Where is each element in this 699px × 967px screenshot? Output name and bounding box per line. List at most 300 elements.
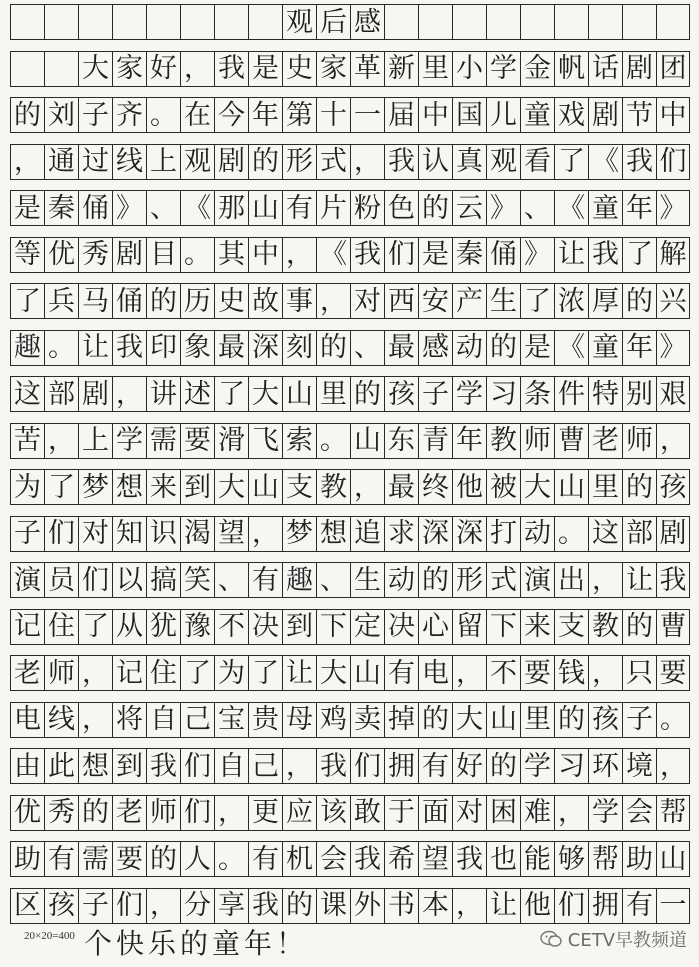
grid-cell: 境	[622, 748, 656, 784]
grid-cell: 后	[316, 4, 350, 40]
grid-cell: 通	[44, 144, 78, 180]
grid-cell: 由	[10, 748, 44, 784]
grid-cell: 从	[112, 609, 146, 645]
grid-cell: 要	[520, 655, 554, 691]
grid-cell: 山	[486, 702, 520, 738]
grid-cell: 有	[248, 562, 282, 598]
grid-cell: 帮	[588, 841, 622, 877]
grid-cell: 剧	[112, 237, 146, 273]
grid-cell: 里	[520, 702, 554, 738]
grid-cell: 们	[78, 562, 112, 598]
grid-cell: 俑	[486, 237, 520, 273]
text-row	[10, 655, 690, 691]
grid-cell: 了	[248, 655, 282, 691]
grid-cell: 齐	[112, 97, 146, 133]
grid-cell: 这	[588, 516, 622, 552]
grid-cell: 需	[78, 841, 112, 877]
grid-cell: 也	[486, 841, 520, 877]
grid-cell: 的	[622, 609, 656, 645]
grid-cell: 滑	[214, 423, 248, 459]
grid-cell: 的	[78, 795, 112, 831]
grid-cell: 心	[418, 609, 452, 645]
grid-cell: 今	[214, 97, 248, 133]
grid-cell: 的	[486, 748, 520, 784]
grid-cell: ，	[588, 655, 622, 691]
grid-cell: 们	[180, 748, 214, 784]
grid-cell: 厚	[588, 283, 622, 319]
grid-cell: 支	[554, 609, 588, 645]
grid-cell: 这	[10, 376, 44, 412]
grid-cell: 片	[316, 190, 350, 226]
grid-cell: 大	[78, 51, 112, 87]
grid-cell	[248, 4, 282, 40]
grid-cell: 出	[554, 562, 588, 598]
grid-cell: 的	[146, 283, 180, 319]
grid-cell: 不	[214, 609, 248, 645]
grid-cell: 索	[282, 423, 316, 459]
grid-cell: 的	[554, 702, 588, 738]
grid-cell: 环	[588, 748, 622, 784]
grid-cell: 助	[622, 841, 656, 877]
grid-cell: 搞	[146, 562, 180, 598]
grid-cell: 曹	[554, 423, 588, 459]
grid-cell: 住	[44, 609, 78, 645]
grid-cell: 《	[316, 237, 350, 273]
grid-cell: ，	[588, 562, 622, 598]
grid-cell: 。	[656, 702, 690, 738]
grid-cell: 师	[44, 655, 78, 691]
grid-cell: 家	[316, 51, 350, 87]
grid-cell: 子	[78, 888, 112, 924]
grid-cell: 区	[10, 888, 44, 924]
grid-cell	[10, 4, 44, 40]
grid-cell: 的	[350, 376, 384, 412]
grid-cell: 的	[146, 841, 180, 877]
grid-cell: 云	[452, 190, 486, 226]
grid-cell: 剧	[78, 376, 112, 412]
grid-cell: 西	[384, 283, 418, 319]
grid-cell: 留	[452, 609, 486, 645]
grid-cell: 们	[350, 748, 384, 784]
grid-cell: 定	[350, 609, 384, 645]
grid-cell: 的	[10, 97, 44, 133]
grid-cell: 教	[486, 423, 520, 459]
grid-cell: 、	[316, 562, 350, 598]
grid-cell: 一	[656, 888, 690, 924]
grid-cell: 是	[520, 330, 554, 366]
grid-cell: 敢	[350, 795, 384, 831]
grid-cell: 们	[44, 516, 78, 552]
grid-cell: 让	[622, 562, 656, 598]
grid-cell: 渴	[180, 516, 214, 552]
grid-cell: 山	[554, 469, 588, 505]
grid-cell: 印	[146, 330, 180, 366]
grid-cell: 动	[384, 562, 418, 598]
wechat-icon	[540, 930, 562, 948]
text-row	[10, 376, 690, 412]
writing-grid	[10, 0, 690, 967]
grid-cell: 中	[248, 237, 282, 273]
grid-cell: 拥	[384, 748, 418, 784]
grid-cell: 困	[486, 795, 520, 831]
grid-cell: 讲	[146, 376, 180, 412]
grid-cell	[10, 51, 44, 87]
grid-cell: 是	[10, 190, 44, 226]
grid-cell: 形	[282, 144, 316, 180]
grid-cell: 话	[588, 51, 622, 87]
text-row	[10, 330, 690, 366]
grid-cell: 》	[112, 190, 146, 226]
grid-cell: 俑	[112, 283, 146, 319]
grid-cell: 的	[418, 562, 452, 598]
grid-cell: 优	[44, 237, 78, 273]
grid-cell: 飞	[248, 423, 282, 459]
grid-spec: 20×20=400	[24, 930, 75, 942]
grid-cell: 好	[452, 748, 486, 784]
grid-cell: 山	[282, 376, 316, 412]
grid-cell: 追	[350, 516, 384, 552]
grid-cell: 享	[214, 888, 248, 924]
grid-cell: 面	[418, 795, 452, 831]
grid-cell: 我	[452, 841, 486, 877]
grid-cell: 自	[146, 702, 180, 738]
grid-cell: 、	[350, 330, 384, 366]
grid-cell: 己	[248, 748, 282, 784]
grid-cell: ，	[452, 655, 486, 691]
grid-cell: 秀	[44, 795, 78, 831]
grid-cell	[486, 4, 520, 40]
grid-cell: 分	[180, 888, 214, 924]
grid-cell: 犹	[146, 609, 180, 645]
grid-cell: 会	[316, 841, 350, 877]
grid-cell: 了	[622, 237, 656, 273]
grid-cell: ，	[44, 423, 78, 459]
grid-cell: 山	[656, 841, 690, 877]
grid-cell: ，	[350, 469, 384, 505]
grid-cell: 式	[316, 144, 350, 180]
grid-cell: 我	[316, 748, 350, 784]
grid-cell: 们	[554, 888, 588, 924]
grid-cell: 子	[418, 376, 452, 412]
grid-cell: 大	[316, 655, 350, 691]
grid-cell: 兴	[656, 283, 690, 319]
grid-cell	[112, 4, 146, 40]
grid-cell: 我	[588, 237, 622, 273]
grid-cell: 观	[180, 144, 214, 180]
grid-cell: 帆	[554, 51, 588, 87]
grid-cell: 秦	[452, 237, 486, 273]
grid-cell: 粉	[350, 190, 384, 226]
grid-cell: 电	[10, 702, 44, 738]
grid-cell: 梦	[78, 469, 112, 505]
grid-cell: 的	[622, 469, 656, 505]
grid-cell: 到	[282, 609, 316, 645]
grid-cell: 我	[350, 841, 384, 877]
grid-cell: 最	[384, 469, 418, 505]
grid-cell: 孩	[588, 702, 622, 738]
grid-cell: 我	[384, 144, 418, 180]
grid-cell: 的	[316, 330, 350, 366]
grid-cell: 《	[180, 190, 214, 226]
grid-cell: 教	[588, 609, 622, 645]
grid-cell: 是	[418, 237, 452, 273]
grid-cell: 的	[622, 283, 656, 319]
grid-cell	[146, 4, 180, 40]
grid-cell: 刻	[282, 330, 316, 366]
grid-cell: 感	[418, 330, 452, 366]
grid-cell: 钱	[554, 655, 588, 691]
grid-cell: 历	[180, 283, 214, 319]
text-row	[10, 702, 690, 738]
grid-cell: 秀	[78, 237, 112, 273]
grid-cell: 里	[418, 51, 452, 87]
grid-cell: 青	[418, 423, 452, 459]
grid-cell: 外	[350, 888, 384, 924]
grid-cell: 要	[112, 841, 146, 877]
grid-cell: ，	[78, 655, 112, 691]
grid-cell: 帮	[656, 795, 690, 831]
grid-cell: 够	[554, 841, 588, 877]
grid-cell: 老	[112, 795, 146, 831]
grid-cell: 让	[282, 655, 316, 691]
grid-cell: 》	[520, 237, 554, 273]
grid-cell: 年	[452, 423, 486, 459]
grid-cell: 山	[248, 469, 282, 505]
grid-cell: 到	[112, 748, 146, 784]
grid-cell: 豫	[180, 609, 214, 645]
grid-cell	[520, 4, 554, 40]
grid-cell: 对	[78, 516, 112, 552]
grid-cell: 观	[486, 144, 520, 180]
grid-cell: 。	[316, 423, 350, 459]
grid-cell: 习	[486, 376, 520, 412]
grid-cell: 笑	[180, 562, 214, 598]
watermark	[540, 926, 687, 952]
grid-cell: 的	[418, 190, 452, 226]
closing-line: 个快乐的童年！	[84, 927, 309, 960]
grid-cell: 。	[554, 516, 588, 552]
grid-cell: 的	[418, 702, 452, 738]
grid-cell: 述	[180, 376, 214, 412]
grid-cell: 深	[452, 516, 486, 552]
grid-cell	[656, 4, 690, 40]
grid-cell: 线	[112, 144, 146, 180]
grid-cell: 以	[112, 562, 146, 598]
grid-cell: 能	[520, 841, 554, 877]
grid-cell: 史	[214, 283, 248, 319]
grid-cell: 俑	[78, 190, 112, 226]
grid-cell: 演	[10, 562, 44, 598]
grid-cell: 的	[248, 144, 282, 180]
text-row	[10, 609, 690, 645]
grid-cell: 我	[350, 237, 384, 273]
grid-cell: 课	[316, 888, 350, 924]
grid-cell: 。	[146, 97, 180, 133]
grid-cell: 他	[520, 888, 554, 924]
grid-cell: 家	[112, 51, 146, 87]
grid-cell: 子	[622, 702, 656, 738]
grid-cell: 我	[112, 330, 146, 366]
grid-cell: 本	[418, 888, 452, 924]
grid-cell: ，	[350, 144, 384, 180]
grid-cell: 决	[384, 609, 418, 645]
grid-cell: 金	[520, 51, 554, 87]
grid-cell: 习	[554, 748, 588, 784]
grid-cell: 》	[656, 190, 690, 226]
text-row	[10, 423, 690, 459]
grid-cell: 在	[180, 97, 214, 133]
grid-cell: 新	[384, 51, 418, 87]
grid-cell: 来	[520, 609, 554, 645]
grid-cell: 革	[350, 51, 384, 87]
grid-cell: 大	[214, 469, 248, 505]
grid-cell: 难	[520, 795, 554, 831]
text-row	[10, 97, 690, 133]
grid-cell: 支	[282, 469, 316, 505]
grid-cell: 员	[44, 562, 78, 598]
grid-cell: 观	[282, 4, 316, 40]
grid-cell: 优	[10, 795, 44, 831]
grid-cell: 《	[554, 330, 588, 366]
grid-cell: 等	[10, 237, 44, 273]
grid-cell	[44, 51, 78, 87]
grid-cell: 小	[452, 51, 486, 87]
grid-cell: 要	[656, 655, 690, 691]
grid-cell: 下	[486, 609, 520, 645]
grid-cell: 自	[214, 748, 248, 784]
grid-cell: 孩	[656, 469, 690, 505]
grid-cell: 为	[214, 655, 248, 691]
text-row	[10, 144, 690, 180]
text-row	[10, 190, 690, 226]
grid-cell: ，	[180, 51, 214, 87]
grid-cell: 事	[282, 283, 316, 319]
grid-cell: 件	[554, 376, 588, 412]
grid-cell: ，	[316, 283, 350, 319]
grid-cell: 师	[146, 795, 180, 831]
grid-cell: 那	[214, 190, 248, 226]
grid-cell: 。	[180, 237, 214, 273]
grid-cell: 深	[248, 330, 282, 366]
grid-cell: 安	[418, 283, 452, 319]
grid-cell: 动	[452, 330, 486, 366]
grid-cell	[452, 4, 486, 40]
grid-cell: 上	[78, 423, 112, 459]
grid-cell: 了	[44, 469, 78, 505]
grid-cell: 不	[486, 655, 520, 691]
grid-cell: 只	[622, 655, 656, 691]
grid-cell: 部	[622, 516, 656, 552]
grid-cell	[44, 4, 78, 40]
grid-cell: 教	[316, 469, 350, 505]
grid-cell: 团	[656, 51, 690, 87]
grid-cell: 子	[10, 516, 44, 552]
grid-cell: 下	[316, 609, 350, 645]
grid-cell: 师	[520, 423, 554, 459]
grid-cell: 特	[588, 376, 622, 412]
text-row	[10, 795, 690, 831]
grid-cell: 演	[520, 562, 554, 598]
grid-cell: 趣	[282, 562, 316, 598]
text-row	[10, 283, 690, 319]
grid-cell: 有	[248, 841, 282, 877]
grid-cell: 贵	[248, 702, 282, 738]
grid-cell: 象	[180, 330, 214, 366]
grid-cell: 儿	[486, 97, 520, 133]
grid-cell: 让	[486, 888, 520, 924]
grid-cell: 决	[248, 609, 282, 645]
grid-cell: 让	[78, 330, 112, 366]
grid-cell: 最	[384, 330, 418, 366]
grid-cell: 。	[44, 330, 78, 366]
grid-cell: 童	[520, 97, 554, 133]
grid-cell: 让	[554, 237, 588, 273]
grid-cell: 别	[622, 376, 656, 412]
grid-cell	[384, 4, 418, 40]
grid-cell: 《	[554, 190, 588, 226]
grid-cell: 年	[622, 330, 656, 366]
grid-cell: 中	[656, 97, 690, 133]
grid-cell	[622, 4, 656, 40]
grid-cell: 认	[418, 144, 452, 180]
grid-cell	[78, 4, 112, 40]
grid-cell: 大	[248, 376, 282, 412]
grid-cell: 了	[180, 655, 214, 691]
grid-cell: 第	[282, 97, 316, 133]
grid-cell: 助	[10, 841, 44, 877]
text-row	[10, 748, 690, 784]
grid-cell: 记	[10, 609, 44, 645]
grid-cell: 有	[418, 748, 452, 784]
grid-cell: 人	[180, 841, 214, 877]
grid-cell: 了	[78, 609, 112, 645]
grid-cell: 学	[112, 423, 146, 459]
grid-cell: 有	[44, 841, 78, 877]
grid-cell: 》	[656, 330, 690, 366]
grid-cell: ，	[282, 237, 316, 273]
grid-cell: ，	[248, 516, 282, 552]
grid-cell: 过	[78, 144, 112, 180]
text-row	[10, 516, 690, 552]
grid-cell: 来	[146, 469, 180, 505]
grid-cell: 梦	[282, 516, 316, 552]
grid-cell: 节	[622, 97, 656, 133]
grid-cell: 了	[214, 376, 248, 412]
grid-cell: 、	[520, 190, 554, 226]
grid-cell: 此	[44, 748, 78, 784]
grid-cell: 学	[520, 748, 554, 784]
grid-cell: ，	[554, 795, 588, 831]
grid-cell: 产	[452, 283, 486, 319]
grid-cell: 应	[282, 795, 316, 831]
grid-cell: 他	[452, 469, 486, 505]
grid-cell: ，	[78, 702, 112, 738]
text-row	[10, 237, 690, 273]
grid-cell: 最	[214, 330, 248, 366]
grid-cell: 将	[112, 702, 146, 738]
grid-cell: 老	[10, 655, 44, 691]
grid-cell: 。	[214, 841, 248, 877]
grid-cell: 《	[588, 144, 622, 180]
grid-cell	[418, 4, 452, 40]
grid-cell	[588, 4, 622, 40]
grid-cell: 的	[282, 888, 316, 924]
grid-cell: 有	[622, 888, 656, 924]
grid-cell: 于	[384, 795, 418, 831]
grid-cell: 大	[520, 469, 554, 505]
grid-cell: 兵	[44, 283, 78, 319]
grid-cell: 线	[44, 702, 78, 738]
